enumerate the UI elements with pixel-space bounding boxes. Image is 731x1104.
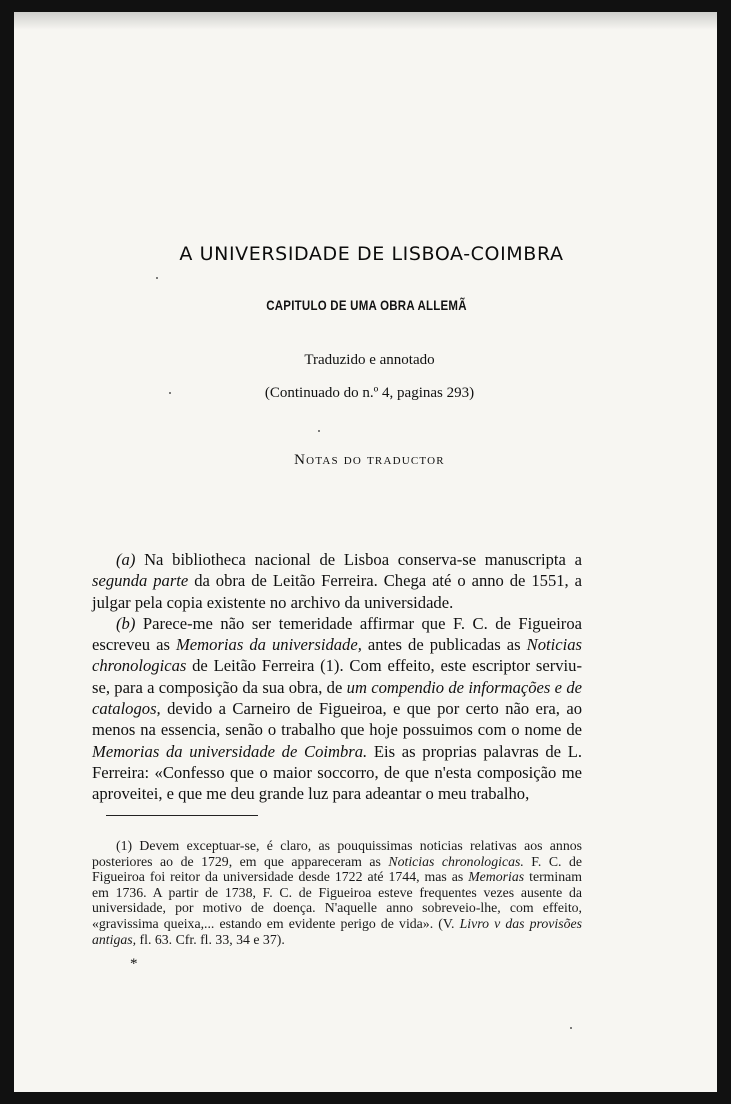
print-speck [169, 392, 171, 394]
signature-mark: * [130, 956, 138, 972]
note-b-marker: (b) [116, 613, 136, 633]
print-speck [570, 1027, 572, 1029]
footnote-block [92, 838, 582, 947]
note-a-marker: (a) [116, 550, 136, 569]
footnote-1: (1) Devem exceptuar-se, é claro, as pouquissimas noticias relativas aos annos posteriores ao de 1729, em que appareceram as Noticias chronologicas. F. C. de Figueiroa foi reitor da universidade desde 1722 até 1744, mas as Memorias terminam em 1736. A partir de 1738, F. C. de Figueiroa esteve frequentes vezes ausente da universidade, por motivo de doença. N'aquelle anno sobreveio-lhe, com effeito, «gravissima queixa,... estando em evidente perigo de vida». (V. Livro v das provisões antigas, fl. 63. Cfr. fl. 33, 34 e 37). [92, 838, 583, 947]
note-a-paragraph: (a) Na bibliotheca nacional de Lisboa conserva-se manuscripta a segunda parte da obra de Leitão Ferreira. Chega até o anno de 1551, a julgar pela copia existente no archivo da universidade. [92, 550, 582, 612]
translated-note: Traduzido e annotado [304, 352, 435, 368]
body-text [92, 549, 582, 805]
page-edge-shadow [14, 12, 717, 30]
print-speck [318, 430, 320, 432]
print-speck [156, 277, 158, 279]
section-heading: Notas do traductor [294, 452, 445, 468]
note-b-paragraph: (b) Parece-me não ser temeridade affirmar que F. C. de Figueiroa escreveu as Memorias da universidade, antes de publicadas as Noticias chronologicas de Leitão Ferreira (1). Com effeito, este escriptor serviu-se, para a composição da sua obra, de um compendio de informações e de catalogos, devido a Carneiro de Figueiroa, e que por certo não era, ao menos na essencia, senão o trabalho que hoje possuimos com o nome de Memorias da universidade de Coimbra. Eis as proprias palavras de L. Ferreira: «Confesso que o maior soccorro, de que n'esta composição me aproveitei, e que me deu grande luz para adeantar o meu trabalho, [92, 613, 582, 804]
article-title: A UNIVERSIDADE DE LISBOA-COIMBRA [179, 242, 564, 265]
footnote-divider [106, 815, 258, 816]
document-page [14, 12, 717, 1092]
article-subtitle: CAPITULO DE UMA OBRA ALLEMÃ [266, 297, 467, 313]
footnote-marker: (1) [116, 838, 133, 853]
continued-note: (Continuado do n.º 4, paginas 293) [264, 385, 475, 401]
